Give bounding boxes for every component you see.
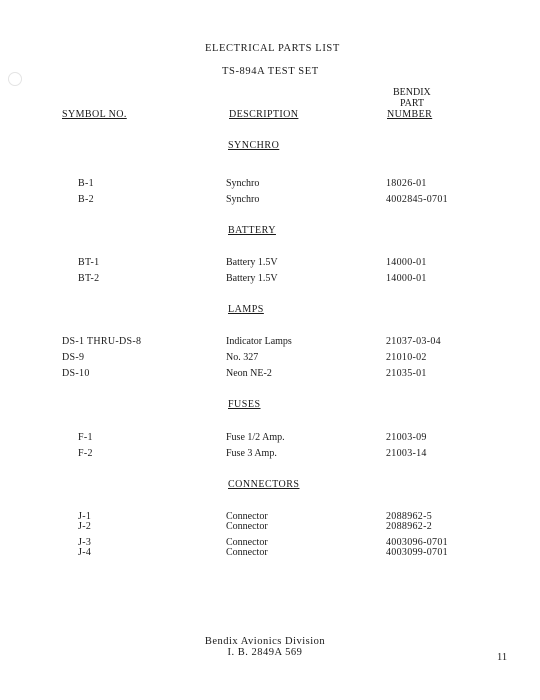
row-part-number: 21035-01	[386, 368, 427, 379]
row-symbol: J-1	[78, 511, 92, 522]
row-part-number: 21010-02	[386, 352, 427, 363]
section-heading-connectors: CONNECTORS	[228, 479, 300, 490]
column-header-description: DESCRIPTION	[229, 109, 299, 120]
row-symbol: DS-1 THRU-DS-8	[62, 336, 142, 347]
footer-ib-number: I. B. 2849A 569	[227, 647, 303, 658]
page-number: 11	[497, 652, 508, 663]
row-description: Connector	[226, 537, 268, 548]
row-description: No. 327	[226, 352, 259, 363]
row-symbol: B-1	[78, 178, 94, 189]
row-description: Battery 1.5V	[226, 257, 278, 268]
row-description: Battery 1.5V	[226, 273, 278, 284]
row-part-number: 4002845-0701	[386, 194, 448, 205]
column-header-part-number: NUMBER	[387, 109, 433, 120]
row-part-number: 14000-01	[386, 273, 427, 284]
row-description: Connector	[226, 547, 268, 558]
row-symbol: B-2	[78, 194, 94, 205]
row-symbol: BT-2	[78, 273, 100, 284]
row-part-number: 2088962-5	[386, 511, 433, 522]
row-description: Fuse 3 Amp.	[226, 448, 277, 459]
column-header-part-line1: BENDIX	[393, 87, 431, 98]
row-symbol: DS-9	[62, 352, 85, 363]
row-symbol: DS-10	[62, 368, 90, 379]
row-part-number: 18026-01	[386, 178, 427, 189]
row-symbol: J-4	[78, 547, 92, 558]
column-header-symbol: SYMBOL NO.	[62, 109, 127, 120]
column-header-part-line2: PART	[400, 98, 425, 109]
row-description: Fuse 1/2 Amp.	[226, 432, 285, 443]
row-part-number: 21037-03-04	[386, 336, 441, 347]
page-title: ELECTRICAL PARTS LIST	[205, 43, 340, 54]
row-part-number: 21003-09	[386, 432, 427, 443]
section-heading-battery: BATTERY	[228, 225, 276, 236]
row-part-number: 4003099-0701	[386, 547, 448, 558]
row-symbol: BT-1	[78, 257, 100, 268]
row-part-number: 14000-01	[386, 257, 427, 268]
row-description: Connector	[226, 521, 268, 532]
row-description: Connector	[226, 511, 268, 522]
row-description: Neon NE-2	[226, 368, 272, 379]
row-symbol: J-3	[78, 537, 92, 548]
row-part-number: 2088962-2	[386, 521, 433, 532]
section-heading-fuses: FUSES	[228, 399, 261, 410]
row-part-number: 21003-14	[386, 448, 427, 459]
row-description: Indicator Lamps	[226, 336, 292, 347]
section-heading-lamps: LAMPS	[228, 304, 264, 315]
section-heading-synchro: SYNCHRO	[228, 140, 280, 151]
scan-speck	[8, 72, 22, 86]
row-description: Synchro	[226, 194, 260, 205]
footer-division: Bendix Avionics Division	[204, 636, 326, 647]
row-symbol: J-2	[78, 521, 92, 532]
page-subtitle: TS-894A TEST SET	[222, 66, 319, 77]
row-description: Synchro	[226, 178, 260, 189]
row-part-number: 4003096-0701	[386, 537, 448, 548]
row-symbol: F-2	[78, 448, 93, 459]
row-symbol: F-1	[78, 432, 93, 443]
